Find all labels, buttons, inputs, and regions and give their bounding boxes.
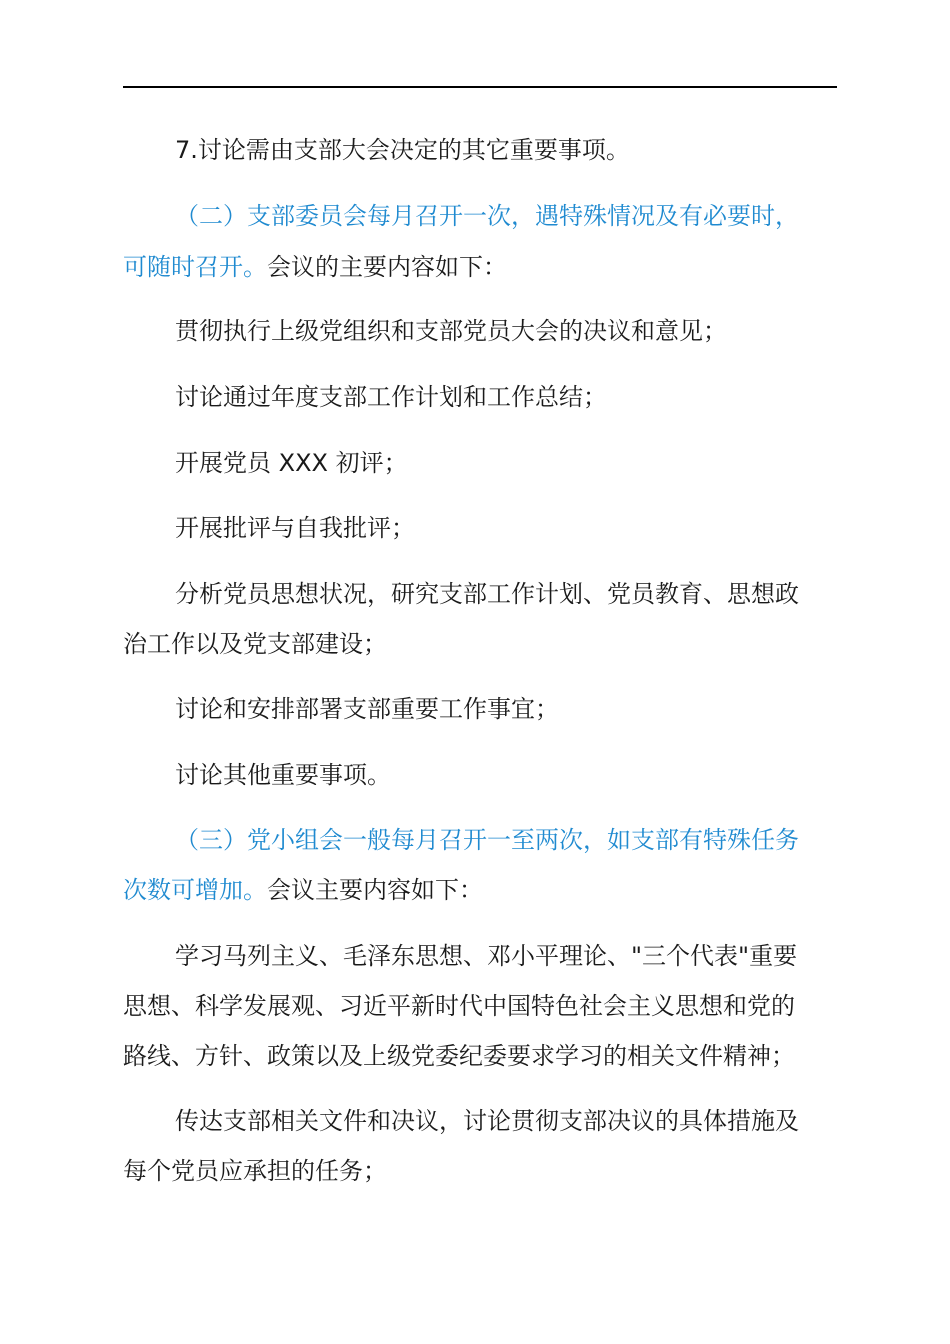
section-2-intro: 会议的主要内容如下： xyxy=(267,253,507,281)
paragraph-annual-plan: 讨论通过年度支部工作计划和工作总结； xyxy=(175,383,607,411)
paragraph-implement-resolutions: 贯彻执行上级党组织和支部党员大会的决议和意见； xyxy=(175,317,727,345)
section-heading-3-line2 xyxy=(123,875,837,905)
paragraph-convey-line1: 传达支部相关文件和决议，讨论贯彻支部决议的具体措施及 xyxy=(175,1107,799,1135)
paragraph-analysis-line1: 分析党员思想状况，研究支部工作计划、党员教育、思想政 xyxy=(175,580,799,608)
section-heading-2-line1: （二）支部委员会每月召开一次，遇特殊情况及有必要时， xyxy=(175,202,799,230)
paragraph-study-line3: 路线、方针、政策以及上级党委纪委要求学习的相关文件精神； xyxy=(123,1042,795,1070)
section-3-intro: 会议主要内容如下： xyxy=(267,876,483,904)
paragraph-study-line1: 学习马列主义、毛泽东思想、邓小平理论、"三个代表"重要 xyxy=(175,942,798,970)
paragraph-analysis-line2: 治工作以及党支部建设； xyxy=(123,630,387,658)
paragraph-arrange-work: 讨论和安排部署支部重要工作事宜； xyxy=(175,695,559,723)
section-heading-2-line2 xyxy=(123,252,837,282)
paragraph-convey-line2: 每个党员应承担的任务； xyxy=(123,1157,387,1185)
section-heading-3-line1: （三）党小组会一般每月召开一至两次，如支部有特殊任务 xyxy=(175,826,799,854)
paragraph-member-evaluation: 开展党员 XXX 初评； xyxy=(175,449,408,477)
paragraph-criticism: 开展批评与自我批评； xyxy=(175,514,415,542)
paragraph-item-7: 7.讨论需由支部大会决定的其它重要事项。 xyxy=(175,136,630,164)
section-heading-2-tail: 可随时召开。 xyxy=(123,253,267,281)
header-rule xyxy=(123,86,837,88)
paragraph-study-line2: 思想、科学发展观、习近平新时代中国特色社会主义思想和党的 xyxy=(123,992,795,1020)
paragraph-other-matters: 讨论其他重要事项。 xyxy=(175,761,391,789)
section-heading-3-tail: 次数可增加。 xyxy=(123,876,267,904)
